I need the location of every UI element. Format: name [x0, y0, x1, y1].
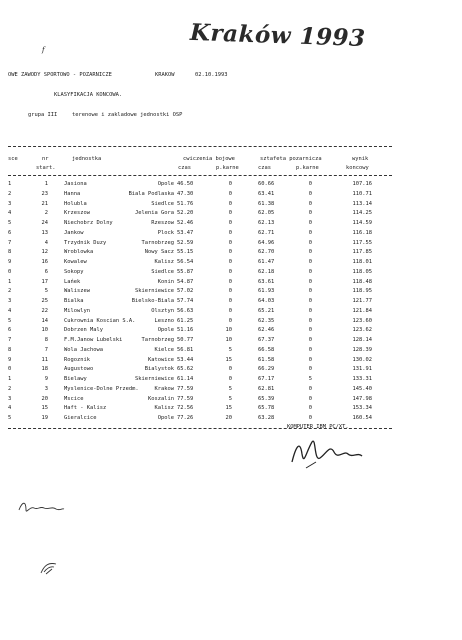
cell-drill-time: 51.76 — [177, 200, 194, 207]
cell-unit-name: Augustowo — [64, 366, 94, 373]
table-row — [0, 367, 462, 376]
cell-drill-penalty: 0 — [228, 288, 232, 295]
cell-total: 147.98 — [352, 395, 372, 402]
cell-place: 9 — [8, 259, 12, 265]
cell-unit-name: Niechobrz Dolny — [64, 220, 113, 226]
cell-unit-name: Hanna — [64, 190, 81, 197]
cell-relay-penalty: 0 — [308, 327, 312, 334]
col-result-2: koncowy — [346, 165, 369, 171]
table-row — [0, 192, 462, 201]
cell-relay-time: 61.38 — [258, 200, 275, 207]
cell-drill-penalty: 0 — [228, 366, 232, 373]
cell-relay-time: 64.03 — [258, 298, 275, 304]
cell-unit-name: Krzeszow — [64, 210, 90, 217]
cell-relay-penalty: 0 — [308, 259, 312, 265]
cell-drill-penalty: 0 — [228, 298, 232, 304]
cell-drill-time: 77.59 — [177, 385, 194, 392]
cell-relay-time: 61.93 — [258, 288, 275, 295]
cell-unit-name: Dobrzen Maly — [64, 327, 103, 334]
table-row — [0, 250, 462, 259]
cell-total: 128.39 — [352, 346, 372, 353]
table-top-rule — [8, 146, 392, 147]
table-row — [0, 377, 462, 386]
cell-start-no: 9 — [44, 376, 48, 382]
cell-unit-town: Kalisz — [154, 259, 174, 265]
cell-drill-penalty: 5 — [228, 385, 232, 392]
cell-drill-penalty: 5 — [228, 395, 232, 402]
cell-drill-time: 50.77 — [177, 337, 194, 343]
col-start-no: nr — [42, 156, 49, 162]
table-row — [0, 221, 462, 230]
table-row — [0, 358, 462, 367]
cell-relay-time: 63.28 — [258, 415, 275, 421]
cell-place: 9 — [8, 356, 12, 363]
cell-total: 110.71 — [352, 190, 372, 197]
event-date: 02.10.1993 — [195, 72, 228, 78]
cell-place: 4 — [8, 210, 12, 217]
cell-total: 123.62 — [352, 327, 372, 334]
cell-unit-town: Nowy Sacz — [144, 249, 174, 256]
cell-drill-time: 55.15 — [177, 249, 194, 256]
cell-unit-name: Lańek — [64, 278, 81, 285]
cell-start-no: 15 — [41, 405, 48, 412]
cell-relay-time: 63.41 — [258, 190, 275, 197]
cell-unit-town: Kielce — [154, 346, 174, 353]
cell-place: 1 — [8, 376, 12, 382]
col-result: wynik — [352, 156, 369, 162]
cell-start-no: 13 — [41, 229, 48, 236]
cell-total: 114.59 — [352, 220, 372, 226]
cell-total: 118.48 — [352, 278, 372, 285]
cell-relay-time: 62.70 — [258, 249, 275, 256]
cell-start-no: 6 — [44, 268, 48, 275]
cell-relay-time: 65.39 — [258, 395, 275, 402]
cell-place: 6 — [8, 229, 12, 236]
signature-small-1 — [16, 496, 66, 518]
cell-drill-time: 56.54 — [177, 259, 194, 265]
cell-relay-time: 60.66 — [258, 181, 275, 187]
cell-relay-time: 67.37 — [258, 337, 275, 343]
cell-relay-penalty: 0 — [308, 239, 312, 246]
table-row — [0, 260, 462, 269]
cell-unit-name: Trzydnik Duzy — [64, 239, 107, 246]
cell-relay-time: 64.96 — [258, 239, 275, 246]
cell-unit-name: F.M.Janow Lubelski — [64, 337, 123, 343]
col-place: sce — [8, 156, 18, 162]
cell-total: 123.60 — [352, 317, 372, 324]
cell-unit-town: Kalisz — [154, 405, 174, 412]
cell-total: 131.91 — [352, 366, 372, 373]
cell-relay-time: 62.18 — [258, 268, 275, 275]
cell-drill-time: 53.44 — [177, 356, 194, 363]
cell-relay-penalty: 0 — [308, 405, 312, 412]
cell-relay-penalty: 0 — [308, 337, 312, 343]
cell-total: 116.18 — [352, 229, 372, 236]
cell-start-no: 10 — [41, 327, 48, 334]
table-row — [0, 309, 462, 318]
cell-place: 6 — [8, 327, 12, 334]
col-drill-penalty: p.karne — [216, 165, 239, 171]
cell-total: 128.14 — [352, 337, 372, 343]
table-row — [0, 397, 462, 406]
cell-total: 117.85 — [352, 249, 372, 256]
cell-drill-penalty: 0 — [228, 220, 232, 226]
cell-unit-town: Skierniewice — [135, 288, 174, 295]
cell-place: 1 — [8, 181, 12, 187]
cell-start-no: 25 — [41, 298, 48, 304]
col-drill: cwiczenia bojowe — [183, 156, 235, 162]
cell-relay-penalty: 0 — [308, 181, 312, 187]
cell-relay-time: 62.46 — [258, 327, 275, 334]
signature-small-2 — [38, 560, 60, 576]
signature-main — [286, 432, 366, 474]
cell-relay-time: 66.29 — [258, 366, 275, 373]
table-row — [0, 231, 462, 240]
cell-drill-time: 46.50 — [177, 181, 194, 187]
cell-relay-penalty: 0 — [308, 307, 312, 314]
cell-relay-time: 62.71 — [258, 229, 275, 236]
cell-place: 7 — [8, 239, 12, 246]
cell-place: 2 — [8, 288, 12, 295]
table-row — [0, 328, 462, 337]
cell-unit-town: Opole — [157, 327, 174, 334]
table-row — [0, 319, 462, 328]
cell-drill-time: 77.59 — [177, 395, 194, 402]
table-row — [0, 387, 462, 396]
cell-total: 145.40 — [352, 385, 372, 392]
cell-total: 133.31 — [352, 376, 372, 382]
cell-drill-penalty: 0 — [228, 376, 232, 382]
cell-unit-name: Sokopy — [64, 268, 84, 275]
cell-drill-time: 56.81 — [177, 346, 194, 353]
cell-place: 2 — [8, 190, 12, 197]
cell-start-no: 20 — [41, 395, 48, 402]
cell-place: 5 — [8, 220, 12, 226]
cell-unit-name: Gieralcice — [64, 415, 97, 421]
cell-unit-name: Waliszew — [64, 288, 90, 295]
cell-total: 130.02 — [352, 356, 372, 363]
cell-unit-town: Opole — [157, 181, 174, 187]
cell-place: 3 — [8, 200, 12, 207]
table-row — [0, 338, 462, 347]
cell-unit-town: Biala Podlaska — [128, 190, 174, 197]
table-row — [0, 416, 462, 425]
event-name: OWE ZAWODY SPORTOWO - POZARNICZE — [8, 72, 112, 78]
cell-relay-penalty: 0 — [308, 356, 312, 363]
table-row — [0, 348, 462, 357]
cell-total: 118.05 — [352, 268, 372, 275]
cell-total: 121.84 — [352, 307, 372, 314]
cell-relay-penalty: 0 — [308, 415, 312, 421]
classification-title: KLASYFIKACJA KONCOWA. — [54, 92, 123, 98]
cell-start-no: 16 — [41, 259, 48, 265]
table-row — [0, 280, 462, 289]
col-unit: jednostka — [72, 156, 102, 162]
cell-relay-time: 65.21 — [258, 307, 275, 314]
cell-drill-penalty: 0 — [228, 200, 232, 207]
cell-place: 5 — [8, 415, 12, 421]
cell-place: 3 — [8, 395, 12, 402]
cell-drill-time: 65.62 — [177, 366, 194, 373]
cell-relay-penalty: 0 — [308, 229, 312, 236]
cell-drill-penalty: 0 — [228, 249, 232, 256]
col-drill-time: czas — [178, 165, 191, 171]
cell-drill-time: 61.14 — [177, 376, 194, 382]
cell-drill-penalty: 0 — [228, 278, 232, 285]
cell-place: 4 — [8, 307, 12, 314]
cell-unit-name: Myslenice-Dolne Przedm. — [64, 385, 139, 392]
table-row — [0, 270, 462, 279]
cell-unit-town: Siedlce — [151, 268, 174, 275]
handwritten-title: Kraków 1993 — [189, 18, 367, 53]
cell-place: 0 — [8, 366, 12, 373]
cell-unit-town: Opole — [157, 415, 174, 421]
cell-drill-penalty: 15 — [225, 356, 232, 363]
cell-unit-town: Bialystok — [144, 366, 174, 373]
cell-unit-town: Krakow — [154, 385, 174, 392]
cell-start-no: 14 — [41, 317, 48, 324]
cell-relay-time: 66.58 — [258, 346, 275, 353]
cell-drill-time: 52.20 — [177, 210, 194, 217]
cell-place: 8 — [8, 346, 12, 353]
col-relay-time: czas — [258, 165, 271, 171]
cell-relay-penalty: 0 — [308, 249, 312, 256]
cell-start-no: 1 — [44, 181, 48, 187]
cell-start-no: 5 — [44, 288, 48, 295]
cell-drill-penalty: 0 — [228, 268, 232, 275]
cell-total: 107.16 — [352, 181, 372, 187]
cell-drill-penalty: 0 — [228, 317, 232, 324]
cell-unit-town: Koszalin — [148, 395, 174, 402]
cell-start-no: 22 — [41, 307, 48, 314]
cell-total: 113.14 — [352, 200, 372, 207]
cell-drill-time: 56.63 — [177, 307, 194, 314]
cell-unit-name: Mscice — [64, 395, 84, 402]
cell-start-no: 21 — [41, 200, 48, 207]
cell-start-no: 2 — [44, 210, 48, 217]
cell-drill-penalty: 0 — [228, 239, 232, 246]
cell-drill-time: 52.46 — [177, 220, 194, 226]
cell-relay-penalty: 0 — [308, 385, 312, 392]
cell-start-no: 18 — [41, 366, 48, 373]
computer-note: KOMPUTER IBM PC/XT. — [287, 424, 349, 430]
cell-relay-time: 62.13 — [258, 220, 275, 226]
cell-unit-town: Tarnobrzeg — [141, 239, 174, 246]
col-start-no-2: start. — [36, 165, 56, 171]
cell-relay-penalty: 0 — [308, 395, 312, 402]
cell-relay-penalty: 0 — [308, 366, 312, 373]
cell-unit-name: Milowlyn — [64, 307, 90, 314]
cell-relay-time: 62.81 — [258, 385, 275, 392]
cell-drill-time: 77.26 — [177, 415, 194, 421]
cell-start-no: 12 — [41, 249, 48, 256]
cell-unit-town: Tarnobrzeg — [141, 337, 174, 343]
cell-unit-town: Leszno — [154, 317, 174, 324]
cell-unit-name: Wola Jachowa — [64, 346, 103, 353]
event-city: KRAKOW — [155, 72, 175, 78]
cell-unit-name: Bielawy — [64, 376, 87, 382]
cell-drill-penalty: 0 — [228, 307, 232, 314]
cell-relay-penalty: 5 — [308, 376, 312, 382]
cell-unit-name: Cukrownia Koscian S.A. — [64, 317, 136, 324]
table-row — [0, 202, 462, 211]
cell-start-no: 19 — [41, 415, 48, 421]
cell-relay-penalty: 0 — [308, 268, 312, 275]
table-header-rule — [8, 175, 392, 176]
cell-drill-penalty: 0 — [228, 259, 232, 265]
group-description: terenowe i zakladowe jednostki OSP — [72, 112, 183, 118]
cell-start-no: 24 — [41, 220, 48, 226]
cell-relay-penalty: 0 — [308, 317, 312, 324]
cell-total: 114.25 — [352, 210, 372, 217]
cell-start-no: 17 — [41, 278, 48, 285]
cell-place: 8 — [8, 249, 12, 256]
cell-drill-penalty: 0 — [228, 190, 232, 197]
group-label: grupa III — [28, 112, 58, 118]
cell-unit-name: Holubla — [64, 200, 87, 207]
cell-relay-penalty: 0 — [308, 288, 312, 295]
cell-relay-penalty: 0 — [308, 298, 312, 304]
cell-unit-name: Haft - Kalisz — [64, 405, 107, 412]
cell-relay-time: 61.47 — [258, 259, 275, 265]
cell-place: 7 — [8, 337, 12, 343]
table-row — [0, 406, 462, 415]
col-relay-penalty: p.karne — [296, 165, 319, 171]
cell-unit-town: Katowice — [148, 356, 174, 363]
cell-drill-penalty: 0 — [228, 181, 232, 187]
cell-start-no: 8 — [44, 337, 48, 343]
cell-start-no: 11 — [41, 356, 48, 363]
cell-drill-penalty: 5 — [228, 346, 232, 353]
cell-unit-name: Rogoznik — [64, 356, 90, 363]
cell-relay-penalty: 0 — [308, 210, 312, 217]
cell-unit-name: Kowalew — [64, 259, 87, 265]
cell-total: 121.77 — [352, 298, 372, 304]
cell-unit-town: Konin — [157, 278, 174, 285]
cell-relay-time: 62.35 — [258, 317, 275, 324]
cell-start-no: 7 — [44, 346, 48, 353]
cell-drill-time: 53.47 — [177, 229, 194, 236]
cell-start-no: 3 — [44, 385, 48, 392]
cell-unit-name: Bialka — [64, 298, 84, 304]
cell-drill-penalty: 20 — [225, 415, 232, 421]
cell-total: 160.54 — [352, 415, 372, 421]
cell-relay-time: 65.78 — [258, 405, 275, 412]
cell-total: 118.01 — [352, 259, 372, 265]
cell-unit-town: Bielsko-Biala — [131, 298, 174, 304]
cell-start-no: 23 — [41, 190, 48, 197]
cell-place: 5 — [8, 317, 12, 324]
col-relay: sztafeta pozarnicza — [260, 156, 322, 162]
cell-relay-time: 63.61 — [258, 278, 275, 285]
cell-relay-penalty: 0 — [308, 278, 312, 285]
cell-place: 0 — [8, 268, 12, 275]
table-row — [0, 299, 462, 308]
cell-total: 118.95 — [352, 288, 372, 295]
cell-place: 2 — [8, 385, 12, 392]
cell-drill-penalty: 10 — [225, 337, 232, 343]
cell-relay-penalty: 0 — [308, 190, 312, 197]
cell-drill-time: 54.87 — [177, 278, 194, 285]
cell-drill-penalty: 15 — [225, 405, 232, 412]
cell-drill-time: 57.74 — [177, 298, 194, 304]
cell-drill-time: 55.87 — [177, 268, 194, 275]
cell-total: 117.55 — [352, 239, 372, 246]
cell-unit-town: Olsztyn — [151, 307, 174, 314]
cell-drill-time: 72.56 — [177, 405, 194, 412]
cell-unit-name: Jasiona — [64, 181, 87, 187]
cell-relay-penalty: 0 — [308, 220, 312, 226]
cell-unit-town: Jelenia Gora — [135, 210, 174, 217]
cell-relay-time: 67.17 — [258, 376, 275, 382]
cell-drill-time: 47.30 — [177, 190, 194, 197]
cell-unit-name: Jankow — [64, 229, 84, 236]
cell-unit-name: Wroblowka — [64, 249, 94, 256]
cell-drill-penalty: 10 — [225, 327, 232, 334]
cell-relay-penalty: 0 — [308, 346, 312, 353]
cell-place: 3 — [8, 298, 12, 304]
cell-drill-time: 51.16 — [177, 327, 194, 334]
cell-relay-time: 62.05 — [258, 210, 275, 217]
cell-unit-town: Skierniewice — [135, 376, 174, 382]
cell-drill-penalty: 0 — [228, 210, 232, 217]
cell-unit-town: Rzeszow — [151, 220, 174, 226]
table-row — [0, 289, 462, 298]
cell-drill-time: 57.02 — [177, 288, 194, 295]
cell-drill-time: 61.25 — [177, 317, 194, 324]
cell-unit-town: Siedlce — [151, 200, 174, 207]
cell-total: 153.34 — [352, 405, 372, 412]
cell-unit-town: Plock — [157, 229, 174, 236]
table-row — [0, 241, 462, 250]
corner-mark: f — [42, 46, 45, 54]
cell-drill-penalty: 0 — [228, 229, 232, 236]
table-row — [0, 182, 462, 191]
cell-relay-penalty: 0 — [308, 200, 312, 207]
cell-start-no: 4 — [44, 239, 48, 246]
cell-relay-time: 61.58 — [258, 356, 275, 363]
table-row — [0, 211, 462, 220]
cell-place: 1 — [8, 278, 12, 285]
cell-drill-time: 52.59 — [177, 239, 194, 246]
cell-place: 4 — [8, 405, 12, 412]
